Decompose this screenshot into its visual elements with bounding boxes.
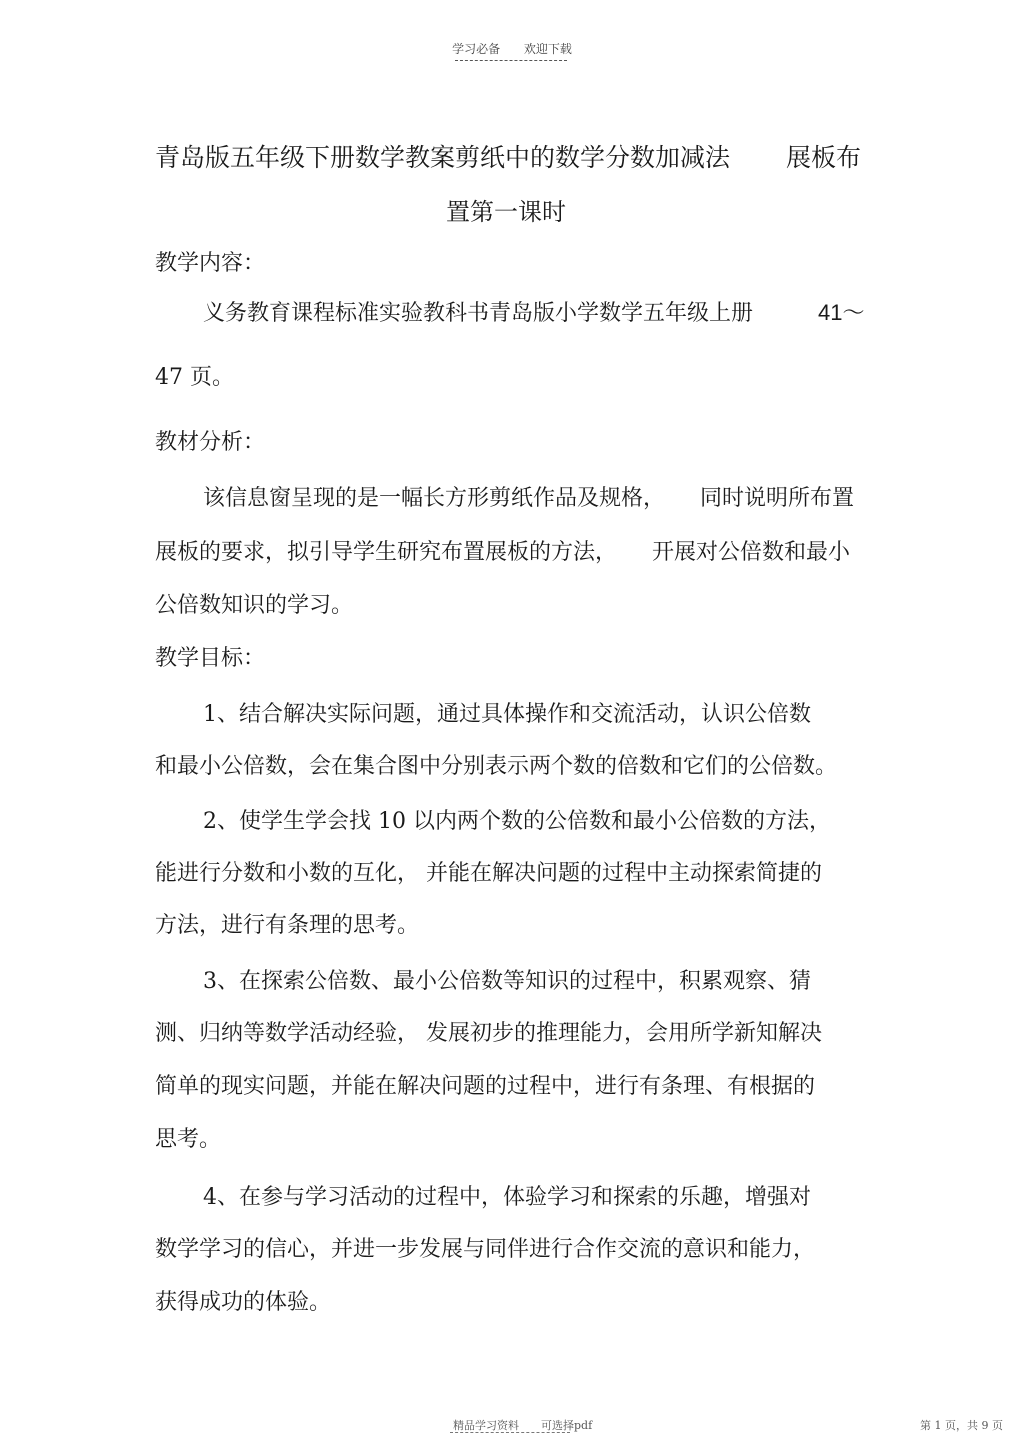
goal-3-line3: 简单的现实问题，并能在解决问题的过程中，进行有条理、有根据的 — [155, 1074, 816, 1099]
content-textbook: 义务教育课程标准实验教科书青岛版小学数学五年级上册 — [203, 301, 754, 326]
goal-4-line3: 获得成功的体验。 — [155, 1290, 332, 1315]
goal-4-line1: 4、在参与学习活动的过程中，体验学习和探索的乐趣，增强对 — [203, 1185, 811, 1210]
document-title — [155, 138, 865, 174]
header-right-text: 欢迎下载 — [523, 42, 572, 56]
footer-page-number: 第 1 页，共 9 页 — [920, 1419, 1003, 1432]
analysis-line2a: 展板的要求，拟引导学生研究布置展板的方法， — [155, 540, 618, 565]
goal-1-line1: 1、结合解决实际问题，通过具体操作和交流活动，认识公倍数 — [203, 702, 811, 727]
analysis-line1b: 同时说明所布置 — [700, 486, 855, 511]
goal-2-line2: 能进行分数和小数的互化， 并能在解决问题的过程中主动探索简捷的 — [155, 861, 822, 886]
section-heading-goals: 教学目标： — [155, 646, 266, 671]
content-page-range-start: 41～ — [818, 300, 865, 325]
analysis-line1a: 该信息窗呈现的是一幅长方形剪纸作品及规格， — [203, 486, 666, 511]
footer-divider — [450, 1432, 570, 1433]
goal-4-line2: 数学学习的信心，并进一步发展与同伴进行合作交流的意识和能力， — [155, 1237, 816, 1262]
content-text-line1 — [203, 296, 753, 327]
page-header — [0, 40, 1024, 57]
content-text-line2: 47 页。 — [155, 365, 234, 390]
section-heading-content: 教学内容： — [155, 251, 266, 276]
goal-2-line1: 2、使学生学会找 10 以内两个数的公倍数和最小公倍数的方法， — [203, 809, 831, 834]
goal-2-line3: 方法，进行有条理的思考。 — [155, 913, 420, 938]
goal-3-line4: 思考。 — [155, 1127, 222, 1152]
section-heading-analysis: 教材分析： — [155, 430, 266, 455]
analysis-line3: 公倍数知识的学习。 — [155, 593, 354, 618]
document-title-line2: 置第一课时 — [446, 198, 566, 226]
footer-left-text: 精品学习资料 可选择pdf — [453, 1419, 593, 1432]
title-main: 青岛版五年级下册数学教案剪纸中的数学分数加减法 — [155, 143, 731, 172]
goal-3-line1: 3、在探索公倍数、最小公倍数等知识的过程中，积累观察、猜 — [203, 969, 811, 994]
title-tail: 展板布 — [785, 143, 861, 172]
header-left-text: 学习必备 — [452, 42, 501, 56]
goal-3-line2: 测、归纳等数学活动经验， 发展初步的推理能力，会用所学新知解决 — [155, 1021, 822, 1046]
analysis-line2b: 开展对公倍数和最小 — [652, 540, 851, 565]
header-divider — [455, 60, 567, 61]
goal-1-line2: 和最小公倍数，会在集合图中分别表示两个数的倍数和它们的公倍数。 — [155, 754, 838, 779]
